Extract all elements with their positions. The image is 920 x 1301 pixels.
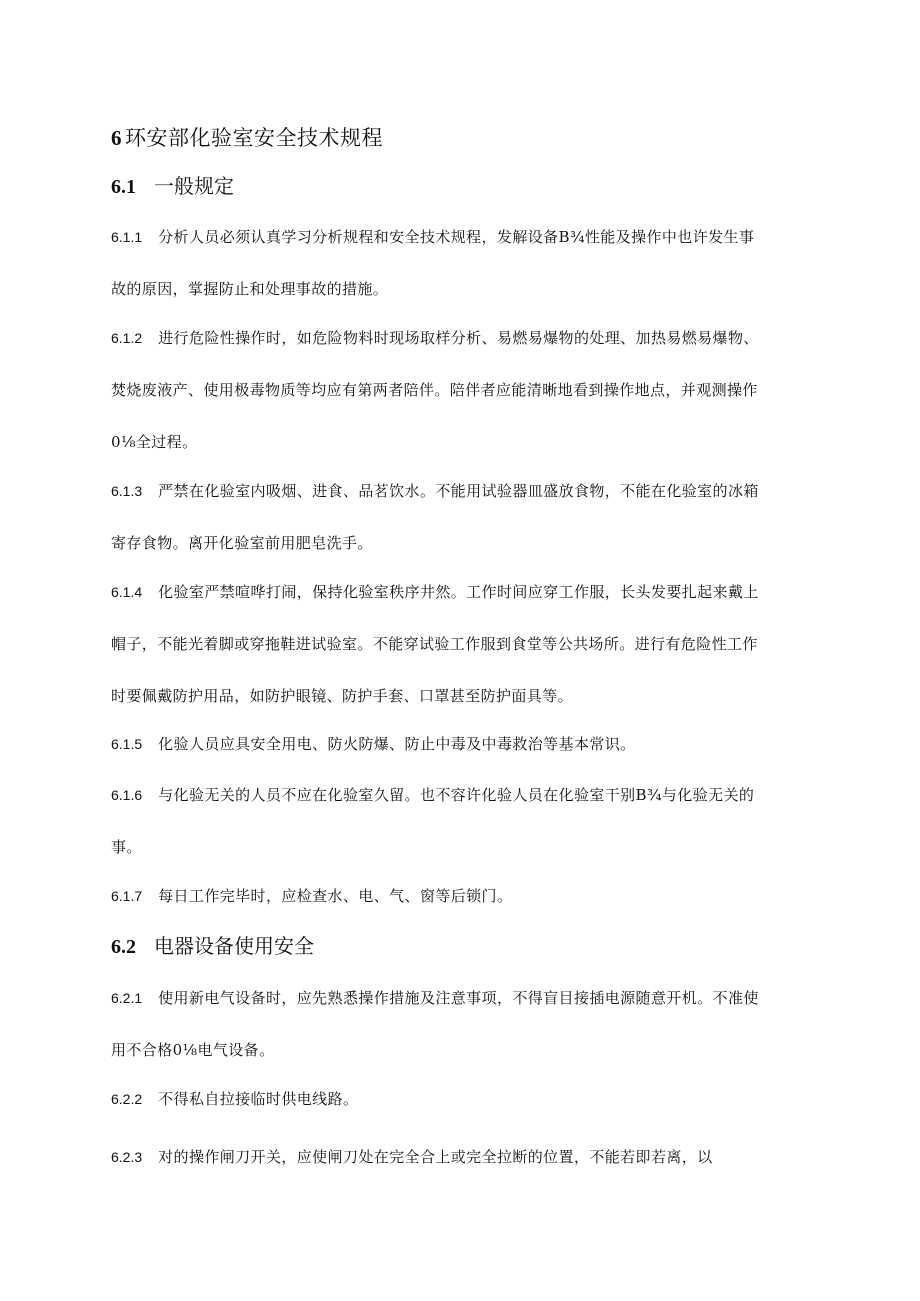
paragraph-6-2-2 xyxy=(111,1073,826,1125)
paragraph-number: 6.2.3 xyxy=(111,1149,143,1165)
paragraph-line xyxy=(111,1131,826,1183)
paragraph-line xyxy=(111,465,826,517)
paragraph-text: 对的操作闸刀开关，应使闸刀处在完全合上或完全拉断的位置，不能若即若离，以 xyxy=(158,1148,713,1166)
paragraph-line xyxy=(111,769,826,821)
paragraph-6-1-5 xyxy=(111,718,826,770)
paragraph-line xyxy=(111,517,826,569)
paragraph-line xyxy=(111,821,826,873)
paragraph-6-2-1 xyxy=(111,972,826,1076)
paragraph-line xyxy=(111,211,826,263)
paragraph-text: 不得私自拉接临时供电线路。 xyxy=(158,1090,359,1108)
paragraph-text: 进行危险性操作时，如危险物料时现场取样分析、易燃易爆物的处理、加热易燃易爆物、 xyxy=(158,329,759,347)
paragraph-line xyxy=(111,1024,826,1076)
paragraph-text: 0⅛全过程。 xyxy=(111,433,198,451)
paragraph-line xyxy=(111,972,826,1024)
paragraph-text: 焚烧废液产、使用极毒物质等均应有第两者陪伴。陪伴者应能清晰地看到操作地点，并观测操作 xyxy=(111,381,758,399)
paragraph-6-1-1 xyxy=(111,211,826,315)
paragraph-line xyxy=(111,416,826,468)
section-heading-6-2 xyxy=(111,932,826,961)
paragraph-line xyxy=(111,263,826,315)
paragraph-text: 使用新电气设备时，应先熟悉操作措施及注意事项，不得盲目接插电源随意开机。不准使 xyxy=(158,989,759,1007)
paragraph-line xyxy=(111,670,826,722)
paragraph-6-1-6 xyxy=(111,769,826,873)
paragraph-line xyxy=(111,870,826,922)
paragraph-6-1-3 xyxy=(111,465,826,569)
section-heading-text: 一般规定 xyxy=(154,174,234,198)
paragraph-6-1-4 xyxy=(111,566,826,722)
paragraph-text: 时要佩戴防护用品，如防护眼镜、防护手套、口罩甚至防护面具等。 xyxy=(111,687,574,705)
paragraph-number: 6.1.7 xyxy=(111,888,143,904)
document-title xyxy=(111,124,826,152)
paragraph-number: 6.1.5 xyxy=(111,736,143,752)
paragraph-text: 与化验无关的人员不应在化验室久留。也不容许化验人员在化验室干别B¾与化验无关的 xyxy=(158,786,755,804)
paragraph-line xyxy=(111,1073,826,1125)
section-heading-text: 电器设备使用安全 xyxy=(154,934,314,958)
paragraph-text: 事。 xyxy=(111,838,142,856)
paragraph-text: 分析人员必须认真学习分析规程和安全技术规程，发解设备B¾性能及操作中也许发生事 xyxy=(158,228,755,246)
paragraph-number: 6.2.1 xyxy=(111,990,143,1006)
paragraph-text: 故的原因，掌握防止和处理事故的措施。 xyxy=(111,280,389,298)
paragraph-text: 化验人员应具安全用电、防火防爆、防止中毒及中毒救治等基本常识。 xyxy=(158,735,636,753)
title-text: 环安部化验室安全技术规程 xyxy=(125,126,383,150)
section-number: 6.1 xyxy=(111,176,136,198)
paragraph-number: 6.2.2 xyxy=(111,1091,143,1107)
section-number: 6.2 xyxy=(111,936,136,958)
paragraph-text: 用不合格0⅛电气设备。 xyxy=(111,1041,275,1059)
paragraph-line xyxy=(111,312,826,364)
paragraph-6-1-2 xyxy=(111,312,826,468)
section-heading-6-1 xyxy=(111,172,826,201)
paragraph-number: 6.1.2 xyxy=(111,330,143,346)
title-number: 6 xyxy=(111,126,122,150)
paragraph-line xyxy=(111,566,826,618)
paragraph-line xyxy=(111,364,826,416)
paragraph-6-2-3 xyxy=(111,1131,826,1183)
paragraph-number: 6.1.3 xyxy=(111,483,143,499)
paragraph-text: 每日工作完毕时，应检查水、电、气、窗等后锁门。 xyxy=(158,887,513,905)
paragraph-text: 寄存食物。离开化验室前用肥皂洗手。 xyxy=(111,534,373,552)
paragraph-6-1-7 xyxy=(111,870,826,922)
paragraph-number: 6.1.6 xyxy=(111,787,143,803)
paragraph-text: 严禁在化验室内吸烟、进食、品茗饮水。不能用试验器皿盛放食物，不能在化验室的冰箱 xyxy=(158,482,759,500)
paragraph-line xyxy=(111,618,826,670)
paragraph-line xyxy=(111,718,826,770)
paragraph-text: 帽子，不能光着脚或穿拖鞋进试验室。不能穿试验工作服到食堂等公共场所。进行有危险性工作 xyxy=(111,635,758,653)
paragraph-text: 化验室严禁喧哗打闹，保持化验室秩序井然。工作时间应穿工作服，长头发要扎起来戴上 xyxy=(158,583,759,601)
paragraph-number: 6.1.1 xyxy=(111,229,143,245)
paragraph-number: 6.1.4 xyxy=(111,584,143,600)
